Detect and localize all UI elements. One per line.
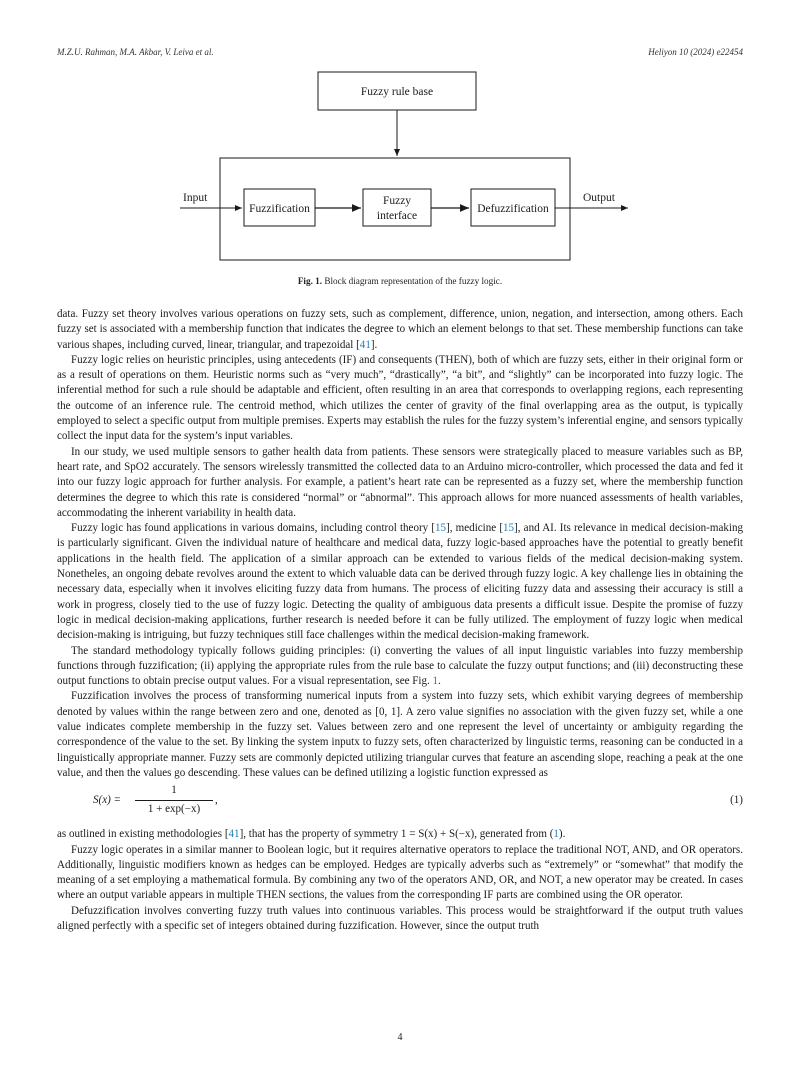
equation-1 bbox=[57, 783, 743, 823]
fuzzy-interface-label-2: interface bbox=[376, 210, 418, 222]
paragraph-7: as outlined in existing methodologies [41], that has the property of symmetry 1 = S(x) + S(−x), generated from (1). bbox=[57, 828, 566, 841]
body-text bbox=[57, 307, 743, 934]
equation-numerator: 1 bbox=[135, 783, 213, 800]
equation-fraction bbox=[135, 783, 213, 817]
figure-caption-label: Fig. 1. bbox=[297, 276, 323, 286]
rule-base-label: Fuzzy rule base bbox=[360, 86, 434, 98]
citation-link[interactable]: 15 bbox=[435, 522, 447, 535]
page-number: 4 bbox=[397, 1032, 403, 1043]
citation-link[interactable]: 41 bbox=[228, 828, 240, 841]
paragraph-3: In our study, we used multiple sensors to gather health data from patients. These sensors were strategically placed to measure variables such as BP, heart rate, and SpO2 accurately. The sensors wirelessly transmitted the collected data to an Arduino micro-controller, which processed the data and fed it into our fuzzy logic approach for further analysis. For example, a patient’s heart rate can be represented as a fuzzy set, where the membership function determines the degree to which this rate is considered “normal” or “abnormal”. This approach allows for more nuanced assessments of health variables, accommodating the inherent variability in health data. bbox=[57, 445, 743, 519]
equation-link[interactable]: 1 bbox=[553, 828, 559, 841]
output-label: Output bbox=[583, 192, 615, 204]
defuzzification-label: Defuzzification bbox=[477, 203, 549, 215]
paragraph-9: Defuzzification involves converting fuzzy truth values into continuous variables. This process would be straightforward if the output truth values aligned perfectly with a specific set of integers obtained during fuzzification. However, since the output truth bbox=[57, 904, 743, 932]
paragraph-5: The standard methodology typically follows guiding principles: (i) converting the values of all input linguistic variables into fuzzy membership functions through fuzzification; (ii) applying the appropriate rules from the rule base to calculate the fuzzy output functions; and (iii) deconstructing these output functions to obtain precise output values. For a visual representation, see Fig. 1. bbox=[57, 644, 743, 688]
paragraph-1: data. Fuzzy set theory involves various operations on fuzzy sets, such as complement, difference, union, negation, and intersection, among others. Each fuzzy set is associated with a membership function that indicates the degree to which an element belongs to that set. These membership functions can take various shapes, including curved, linear, triangular, and trapezoidal [41]. bbox=[57, 308, 743, 351]
paragraph-6: Fuzzification involves the process of transforming numerical inputs from a system into fuzzy sets, which exhibit varying degrees of membership denoted by values within the range between zero and one, denoted as [0, 1]. A zero value signifies no association with the given fuzzy set, while a one value indicates complete membership in the fuzzy set. Values between zero and one represent the level of uncertainty or ambiguity regarding the correspondence of the value to the set. By linking the system inputx to fuzzy sets, often characterized by linguistic terms, reasoning can be conducted in a linguistically appropriate manner. Fuzzy sets are commonly depicted utilizing triangular curves that feature an ascending slope, reaching a peak at the one value, and then the values go descending. These values can be defined utilizing a logistic function expressed as bbox=[57, 690, 743, 779]
equation-comma: , bbox=[215, 794, 218, 807]
running-header-authors: M.Z.U. Rahman, M.A. Akbar, V. Leiva et al. bbox=[57, 47, 214, 57]
citation-link[interactable]: 15 bbox=[503, 522, 515, 535]
fuzzy-interface-label-1: Fuzzy bbox=[382, 195, 412, 207]
running-header-journal: Heliyon 10 (2024) e22454 bbox=[648, 47, 743, 57]
figure-link[interactable]: 1 bbox=[432, 675, 439, 688]
figure-caption bbox=[0, 276, 800, 286]
equation-denominator: 1 + exp(−x) bbox=[147, 802, 201, 815]
paragraph-4: Fuzzy logic has found applications in various domains, including control theory [15], medicine [15], and AI. Its relevance in medical decision-making is particularly significant. Given the individual nature of healthcare and medical data, fuzzy logic-based approaches have the potential to greatly benefit applications in the health field. The application of a similar approach can be extended to various fields of the medical decision-making system. Nonetheles, an ongoing debate revolves around the extent to which valuable data can be derived through fuzzy logic. A key challenge lies in obtaining the necessary data, especially when it involves eliciting fuzzy data from humans. The process of eliciting fuzzy data and assessing their accuracy is still a work in progress, closely tied to the use of fuzzy logic. Detecting the quality of ambiguous data presents a difficult issue. Despite the promise of fuzzy logic in medical decision-making applications, further research is needed before it can be fully utilized. The employment of fuzzy logic when medical decision-making is intriguing, but fuzzy techniques still face challenges within the medical decision-making framework. bbox=[57, 522, 743, 642]
figure-caption-text: Block diagram representation of the fuzzy logic. bbox=[322, 276, 503, 286]
citation-link[interactable]: 41 bbox=[359, 338, 371, 351]
equation-lhs: S(x) = bbox=[93, 794, 122, 807]
equation-number: (1) bbox=[730, 794, 743, 807]
paragraph-2: Fuzzy logic relies on heuristic principles, using antecedents (IF) and consequents (THEN), both of which are fuzzy sets, either in their original form or as a result of operations on them. Heuristic norms such as “very much”, “drastically”, “a bit”, and “slightly” can be incorporated into fuzzy logic. The inferential method for such a rule should be adaptable and efficient, often resulting in an area that corresponds to overlapping regions, each representing the outcome of an inference rule. The centroid method, which utilizes the center of gravity of the final overlapping area as the output, is typically employed to select a specific output from multiple premises. Experts may establish the rules for the fuzzy system’s inferential engine, and sensors typically collect the input data for the system’s input variables. bbox=[57, 353, 743, 443]
fuzzy-logic-block-diagram bbox=[0, 66, 800, 266]
fuzzification-label: Fuzzification bbox=[249, 203, 310, 215]
input-label: Input bbox=[183, 192, 208, 204]
paragraph-8: Fuzzy logic operates in a similar manner to Boolean logic, but it requires alternative operators to replace the traditional NOT, AND, and OR operators. Additionally, linguistic modifiers known as hedges can be employed. Hedges are typically adverbs such as “extremely” or “somewhat” that modify the meaning of a set employing a mathematical formula. By combining any two of the operators AND, OR, and NOT, a new operator may be created. In cases where an output variable appears in multiple THEN sections, the values from the corresponding IF parts are combined using the OR operator. bbox=[57, 843, 743, 902]
